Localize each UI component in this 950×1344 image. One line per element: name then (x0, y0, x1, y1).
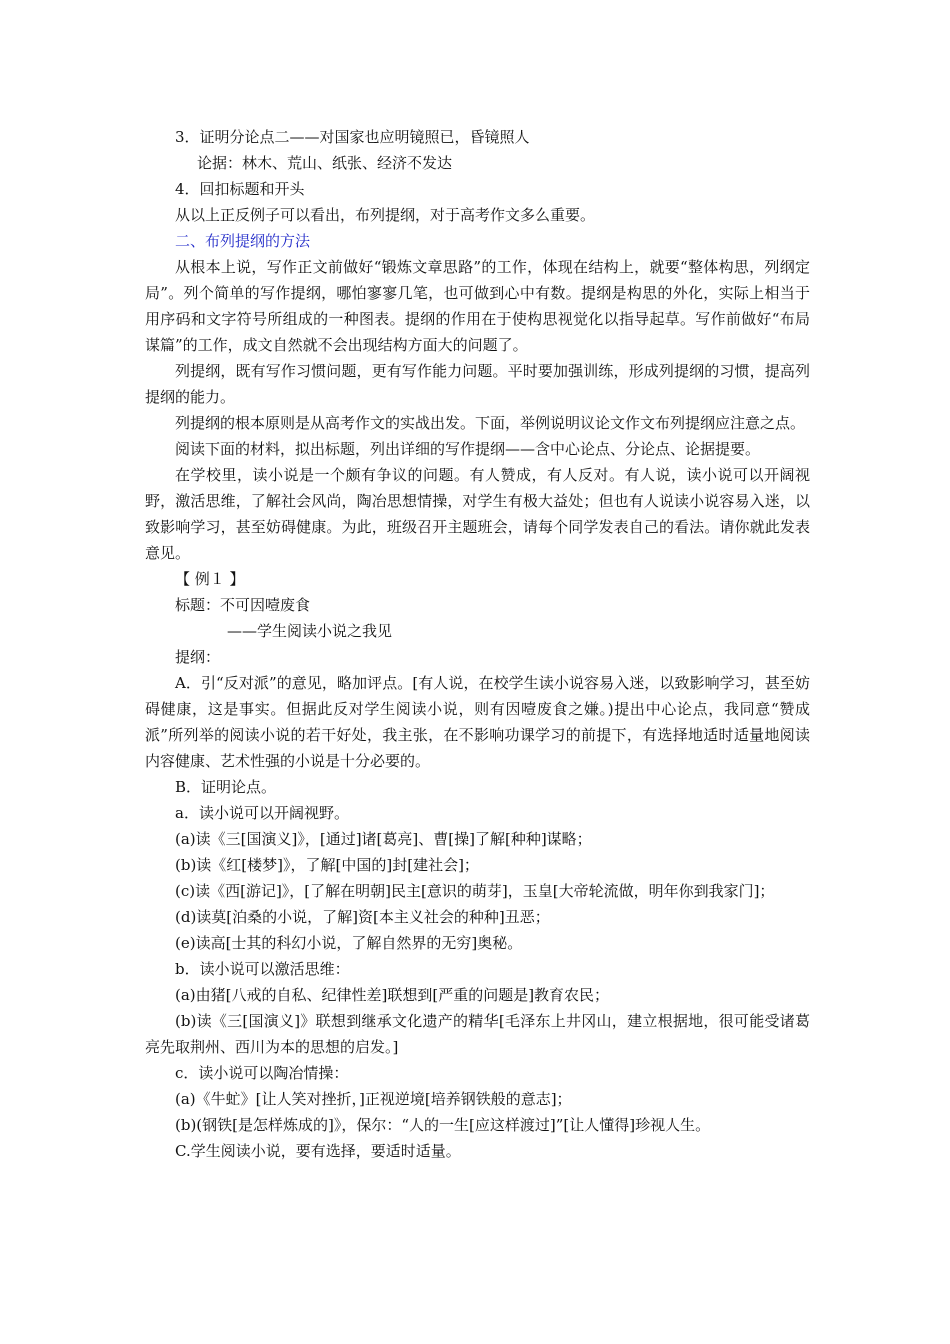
point-4: 4．回扣标题和开头 (175, 180, 305, 198)
sub-point-b-item-1: (a)由猪[八戒的自私、纪律性差]联想到[严重的问题是]教育农民； (175, 986, 610, 1004)
sub-point-a-item-2: (b)读《红[楼梦]》，了解[中国的]封[建社会]； (175, 856, 479, 874)
sub-point-b-item-2: (b)读《三[国演义]》联想到继承文化遗产的精华[毛泽东上井冈山，建立根据地，很可能受诸葛亮先取荆州、西川为本的思想的启发。] (145, 1012, 810, 1056)
paragraph-4: 阅读下面的材料，拟出标题，列出详细的写作提纲——含中心论点、分论点、论据提要。 (175, 440, 761, 458)
document-body (145, 124, 810, 1164)
essay-subtitle: ——学生阅读小说之我见 (227, 622, 393, 640)
paragraph-2: 列提纲，既有写作习惯问题，更有写作能力问题。平时要加强训练，形成列提纲的习惯，提高列提纲的能力。 (145, 362, 810, 406)
section-heading: 二、布列提纲的方法 (175, 232, 311, 250)
paragraph-3: 列提纲的根本原则是从高考作文的实战出发。下面，举例说明议论文作文布列提纲应注意之点。 (175, 414, 806, 432)
sub-point-a: a．读小说可以开阔视野。 (175, 804, 349, 822)
sub-point-a-item-4: (d)读莫[泊桑的小说，了解]资[本主义社会的种种]丑恶； (175, 908, 550, 926)
sub-point-a-item-3: (c)读《西[游记]》，[了解在明朝]民主[意识的萌芽]，玉皇[大帝轮流做，明年你到我家门]； (175, 882, 775, 900)
essay-title: 标题：不可因噎废食 (175, 596, 311, 614)
summary-line: 从以上正反例子可以看出，布列提纲，对于高考作文多么重要。 (175, 206, 596, 224)
sub-point-c-item-2: (b)(钢铁[是怎样炼成的]》，保尔：“人的一生[应这样渡过]”[让人懂得]珍视人生。 (175, 1116, 711, 1134)
sub-point-a-item-1: (a)读《三[国演义]》，[通过]诸[葛亮]、曹[操]了解[种种]谋略； (175, 830, 592, 848)
paragraph-1: 从根本上说，写作正文前做好“锻炼文章思路”的工作，体现在结构上，就要“整体构思，列纲定局”。列个简单的写作提纲，哪怕寥寥几笔，也可做到心中有数。提纲是构思的外化，实际上相当于用序码和文字符号所组成的一种图表。提纲的作用在于使构思视觉化以指导起草。写作前做好“布局谋篇”的工作，成文自然就不会出现结构方面大的问题了。 (145, 258, 810, 354)
example-label: 【 例１ 】 (175, 570, 245, 588)
sub-point-a-item-5: (e)读高[士其的科幻小说，了解自然界的无穷]奥秘。 (175, 934, 523, 952)
sub-point-c-item-1: (a)《牛虻》[让人笑对挫折，]正视逆境[培养钢铁般的意志]； (175, 1090, 572, 1108)
sub-point-c: c．读小说可以陶冶情操： (175, 1064, 349, 1082)
point-3: 3．证明分论点二——对国家也应明镜照已，昏镜照人 (175, 128, 530, 146)
outline-label: 提纲： (175, 648, 221, 666)
sub-point-b: b．读小说可以激活思维： (175, 960, 350, 978)
outline-b: B．证明论点。 (175, 778, 277, 796)
outline-c: C.学生阅读小说，要有选择，要适时适量。 (175, 1142, 461, 1160)
evidence-line: 论据：林木、荒山、纸张、经济不发达 (197, 154, 453, 172)
material-paragraph: 在学校里，读小说是一个颇有争议的问题。有人赞成，有人反对。有人说，读小说可以开阔视野，激活思维，了解社会风尚，陶冶思想情操，对学生有极大益处；但也有人说读小说容易入迷，以致影响学习，甚至妨碍健康。为此，班级召开主题班会，请每个同学发表自己的看法。请你就此发表意见。 (145, 466, 810, 562)
outline-a: A．引“反对派”的意见，略加评点。[有人说，在校学生读小说容易入迷，以致影响学习，甚至妨碍健康，这是事实。但据此反对学生阅读小说，则有因噎废食之嫌。)提出中心论点，我同意“赞成派”所列举的阅读小说的若干好处，我主张，在不影响功课学习的前提下，有选择地适时适量地阅读内容健康、艺术性强的小说是十分必要的。 (145, 674, 810, 770)
